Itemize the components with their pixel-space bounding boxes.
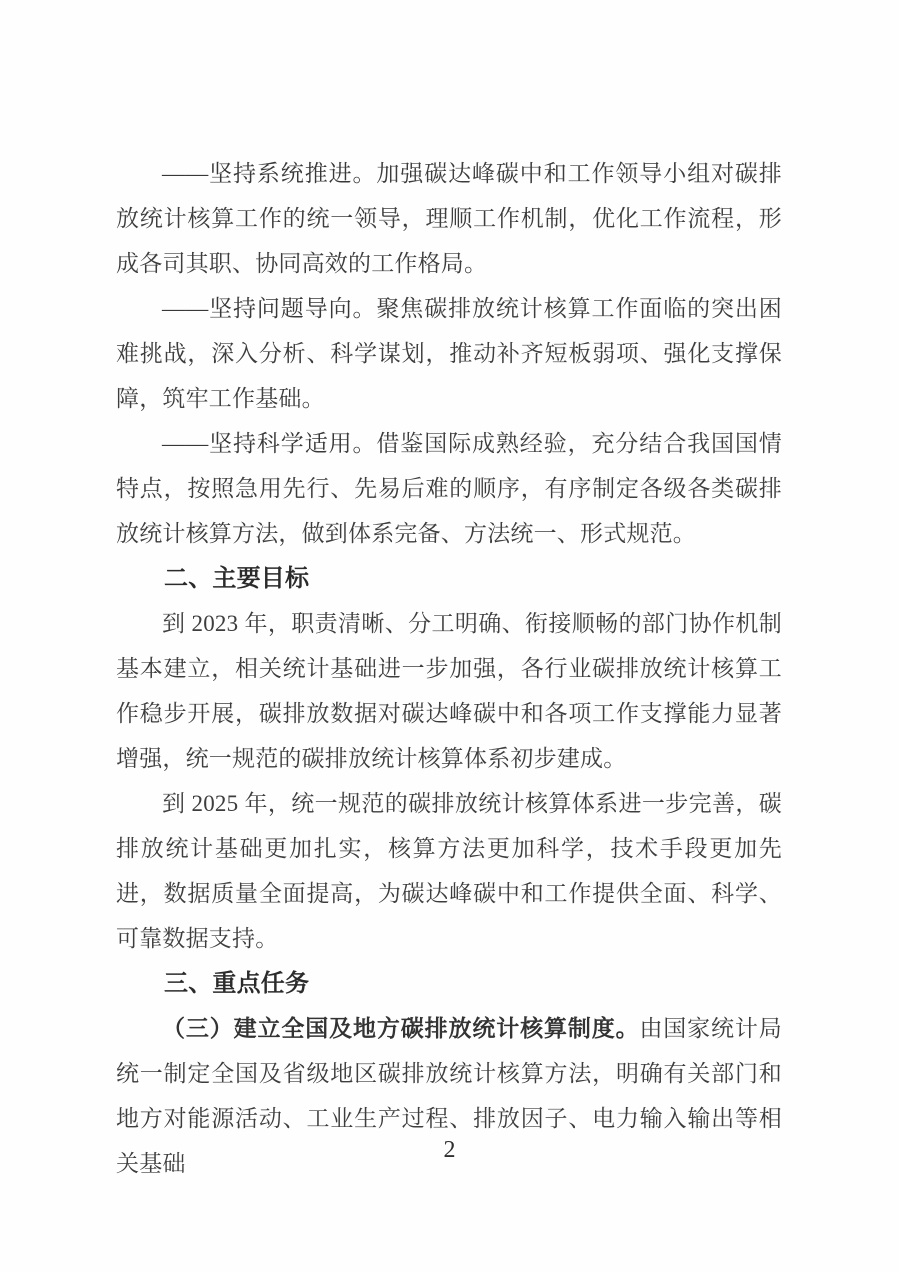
paragraph-principle-systematic [116, 151, 782, 286]
paragraph-text: 聚焦碳排放统计核算工作面临的突出困难挑战，深入分析、科学谋划，推动补齐短板弱项、强化支撑保障，筑牢工作基础。 [116, 296, 782, 411]
page-number: 2 [443, 1137, 456, 1163]
paragraph-text: 加强碳达峰碳中和工作领导小组对碳排放统计核算工作的统一领导，理顺工作机制，优化工作流程，形成各司其职、协同高效的工作格局。 [116, 161, 782, 276]
document-body [116, 151, 782, 1186]
lead-phrase-systematic: ——坚持系统推进。 [162, 161, 377, 186]
lead-phrase-scientific: ——坚持科学适用。 [162, 431, 377, 456]
lead-phrase-problem-oriented: ——坚持问题导向。 [162, 296, 377, 321]
paragraph-goal-2023 [116, 601, 782, 781]
paragraph-goal-2025 [116, 781, 782, 961]
section-heading-main-goals: 二、主要目标 [164, 565, 310, 592]
paragraph-text: 到 2025 年，统一规范的碳排放统计核算体系进一步完善，碳排放统计基础更加扎实，核算方法更加科学，技术手段更加先进，数据质量全面提高，为碳达峰碳中和工作提供全面、科学、可靠数据支持。 [116, 791, 782, 951]
paragraph-text: 由国家统计局统一制定全国及省级地区碳排放统计核算方法，明确有关部门和地方对能源活动、工业生产过程、排放因子、电力输入输出等相关基础 [116, 1016, 782, 1176]
paragraph-text: 到 2023 年，职责清晰、分工明确、衔接顺畅的部门协作机制基本建立，相关统计基础进一步加强，各行业碳排放统计核算工作稳步开展，碳排放数据对碳达峰碳中和各项工作支撑能力显著增强，统一规范的碳排放统计核算体系初步建成。 [116, 611, 782, 771]
paragraph-text: 借鉴国际成熟经验，充分结合我国国情特点，按照急用先行、先易后难的顺序，有序制定各级各类碳排放统计核算方法，做到体系完备、方法统一、形式规范。 [116, 431, 782, 546]
paragraph-principle-scientific [116, 421, 782, 556]
bold-lead-phrase-accounting-system: （三）建立全国及地方碳排放统计核算制度。 [162, 1016, 640, 1041]
section-heading-key-tasks: 三、重点任务 [164, 970, 310, 997]
paragraph-principle-problem-oriented [116, 286, 782, 421]
